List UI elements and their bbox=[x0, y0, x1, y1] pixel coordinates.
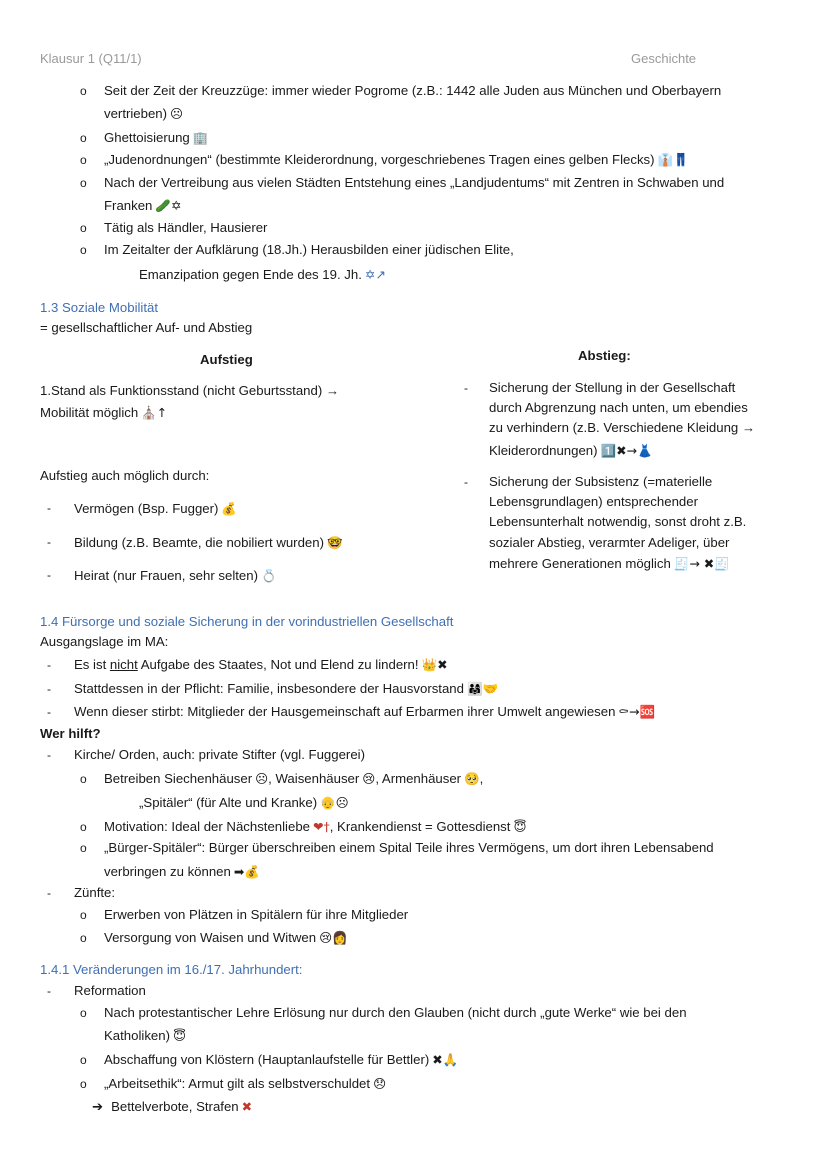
abstieg-item-line: Sicherung der Subsistenz (=materielle bbox=[489, 474, 713, 489]
bullet-dash: - bbox=[47, 682, 51, 696]
church-up-icon: ⛪↑ bbox=[141, 405, 168, 420]
abstieg-item-line: sozialer Abstieg, verarmter Adeliger, über bbox=[489, 535, 730, 550]
list-item: „Judenordnungen“ (bestimmte Kleiderordnung, vorgeschriebenes Tragen eines gelben Flecks) 👔👖 bbox=[104, 152, 689, 167]
abstieg-item-line: zu verhindern (z.B. Verschiedene Kleidung → bbox=[489, 420, 756, 435]
list-item: Es ist nicht Aufgabe des Staates, Not und Elend zu lindern! 👑✖ bbox=[74, 657, 448, 672]
definition: = gesellschaftlicher Auf- und Abstieg bbox=[40, 320, 253, 335]
list-item: Wenn dieser stirbt: Mitglieder der Hausgemeinschaft auf Erbarmen ihrer Umwelt angewiesen ⚰→🆘 bbox=[74, 704, 656, 719]
abstieg-item-line: Lebensgrundlagen) entsprechender bbox=[489, 494, 698, 509]
bullet-circle: o bbox=[80, 153, 87, 167]
list-item: Motivation: Ideal der Nächstenliebe ❤†, Krankendienst = Gottesdienst 😇 bbox=[104, 819, 527, 834]
list-item: Stattdessen in der Pflicht: Familie, insbesondere der Hausvorstand 👨‍👩‍👧🤝 bbox=[74, 681, 499, 696]
list-item: Ghettoisierung 🏢 bbox=[104, 130, 209, 145]
list-item-cont: vertrieben) ☹ bbox=[104, 106, 184, 121]
list-item-cont: Emanzipation gegen Ende des 19. Jh. ✡↗ bbox=[139, 267, 386, 282]
list-item-cont: „Spitäler“ (für Alte und Kranke) 👴☹ bbox=[139, 795, 349, 810]
list-item: Vermögen (Bsp. Fugger) 💰 bbox=[74, 501, 237, 516]
list-item-cont: verbringen zu können ➡💰 bbox=[104, 864, 260, 879]
bullet-circle: o bbox=[80, 131, 87, 145]
header-right: Geschichte bbox=[631, 51, 697, 66]
list-item: Kirche/ Orden, auch: private Stifter (vgl. Fuggerei) bbox=[74, 747, 365, 762]
heart-cross-icon: ❤† bbox=[313, 819, 330, 834]
bullet-circle: o bbox=[80, 1053, 87, 1067]
bullet-dash: - bbox=[47, 568, 51, 582]
bullet-dash: - bbox=[47, 501, 51, 515]
crying-face-icon: 😢 bbox=[362, 771, 376, 786]
angel-face-icon: 😇 bbox=[513, 819, 527, 834]
cucumber-star-icon: 🥒✡ bbox=[155, 198, 182, 213]
angel-face-icon: 😇 bbox=[172, 1028, 187, 1043]
abstieg-item-line: Kleiderordnungen) 1️⃣✖→👗 bbox=[489, 443, 653, 458]
list-item: Nach der Vertreibung aus vielen Städten Entstehung eines „Landjudentums“ mit Zentren in Schwaben und bbox=[104, 175, 725, 190]
list-item: „Bürger-Spitäler“: Bürger überschreiben einem Spital Teile ihres Vermögens, um dort ihren Lebensabend bbox=[104, 840, 714, 855]
column-heading-aufstieg: Aufstieg bbox=[200, 352, 253, 367]
nerd-face-icon: 🤓 bbox=[326, 535, 343, 550]
bullet-circle: o bbox=[80, 908, 87, 922]
bullet-dash: - bbox=[47, 886, 51, 900]
bullet-circle: o bbox=[80, 176, 87, 190]
header-left: Klausur 1 (Q11/1) bbox=[40, 51, 142, 66]
coffin-sos-icon: ⚰→🆘 bbox=[618, 704, 656, 719]
abstieg-item-line: Sicherung der Stellung in der Gesellschaft bbox=[489, 380, 736, 395]
bullet-circle: o bbox=[80, 820, 87, 834]
list-item: Heirat (nur Frauen, sehr selten) 💍 bbox=[74, 568, 277, 583]
old-man-sad-icon: 👴☹ bbox=[320, 795, 349, 810]
bullet-dash: - bbox=[47, 984, 51, 998]
aufstieg-also: Aufstieg auch möglich durch: bbox=[40, 468, 210, 483]
one-cross-dress-icon: 1️⃣✖→👗 bbox=[600, 443, 653, 458]
abstieg-item-line: Lebensunterhalt notwendig, sonst droht z.B. bbox=[489, 514, 747, 529]
bullet-circle: o bbox=[80, 841, 87, 855]
pleading-face-icon: 🥺 bbox=[464, 771, 480, 786]
building-icon: 🏢 bbox=[192, 130, 209, 145]
list-item: Abschaffung von Klöstern (Hauptanlaufstelle für Bettler) ✖🙏 bbox=[104, 1052, 459, 1067]
crown-cross-icon: 👑✖ bbox=[421, 657, 448, 672]
list-item: Seit der Zeit der Kreuzzüge: immer wieder Pogrome (z.B.: 1442 alle Juden aus München und Oberbayern bbox=[104, 83, 722, 98]
list-item: Bildung (z.B. Beamte, die nobiliert wurden) 🤓 bbox=[74, 535, 343, 550]
list-item: Im Zeitalter der Aufklärung (18.Jh.) Herausbilden einer jüdischen Elite, bbox=[104, 242, 514, 257]
bullet-dash: - bbox=[464, 381, 468, 395]
sad-face-icon: ☹ bbox=[255, 771, 269, 786]
bullet-circle: o bbox=[80, 1077, 87, 1091]
bullet-circle: o bbox=[80, 84, 87, 98]
star-arrow-icon: ✡↗ bbox=[364, 267, 386, 282]
bullet-circle: o bbox=[80, 931, 87, 945]
abstieg-item-line: durch Abgrenzung nach unten, um ebendies bbox=[489, 400, 748, 415]
list-item: Betreiben Siechenhäuser ☹, Waisenhäuser 😢, Armenhäuser 🥺, bbox=[104, 771, 484, 786]
column-heading-abstieg: Abstieg: bbox=[578, 348, 631, 363]
disappointed-face-icon: 😞 bbox=[373, 1076, 387, 1091]
cross-icon: ✖ bbox=[241, 1099, 253, 1114]
bullet-dash: - bbox=[47, 658, 51, 672]
section-heading-1-3: 1.3 Soziale Mobilität bbox=[40, 300, 159, 315]
family-handshake-icon: 👨‍👩‍👧🤝 bbox=[466, 681, 499, 696]
bullet-circle: o bbox=[80, 772, 87, 786]
cross-pray-icon: ✖🙏 bbox=[432, 1052, 459, 1067]
list-item: Reformation bbox=[74, 983, 146, 998]
arrow-right-icon: ➔ bbox=[92, 1100, 104, 1115]
sad-face-icon: ☹ bbox=[170, 106, 184, 121]
list-item-cont: Franken 🥒✡ bbox=[104, 198, 182, 213]
list-item: Tätig als Händler, Hausierer bbox=[104, 220, 268, 235]
aufstieg-text: 1.Stand als Funktionsstand (nicht Geburtsstand) → bbox=[40, 383, 340, 398]
list-item: Nach protestantischer Lehre Erlösung nur durch den Glauben (nicht durch „gute Werke“ wie bei den bbox=[104, 1005, 687, 1020]
abstieg-item-line: mehrere Generationen möglich 🧾→ ✖🧾 bbox=[489, 556, 730, 571]
clothing-icon: 👔👖 bbox=[657, 152, 689, 167]
wer-hilft: Wer hilft? bbox=[40, 726, 101, 741]
crying-woman-icon: 😢👩 bbox=[319, 930, 348, 945]
conclusion: ➔ Bettelverbote, Strafen ✖ bbox=[92, 1099, 253, 1115]
bullet-dash: - bbox=[464, 475, 468, 489]
bullet-circle: o bbox=[80, 221, 87, 235]
section-heading-1-4: 1.4 Fürsorge und soziale Sicherung in der vorindustriellen Gesellschaft bbox=[40, 614, 454, 629]
list-item: „Arbeitsethik“: Armut gilt als selbstverschuldet 😞 bbox=[104, 1076, 387, 1091]
ring-icon: 💍 bbox=[260, 568, 277, 583]
bullet-circle: o bbox=[80, 1006, 87, 1020]
list-item: Versorgung von Waisen und Witwen 😢👩 bbox=[104, 930, 348, 945]
bullet-dash: - bbox=[47, 535, 51, 549]
scroll-cross-icon: 🧾→ ✖🧾 bbox=[673, 556, 730, 571]
list-item-cont: Katholiken) 😇 bbox=[104, 1028, 187, 1043]
list-item: Erwerben von Plätzen in Spitälern für ihre Mitglieder bbox=[104, 907, 409, 922]
money-bag-icon: 💰 bbox=[221, 501, 237, 516]
arrow-money-icon: ➡💰 bbox=[233, 864, 260, 879]
list-item: Zünfte: bbox=[74, 885, 116, 900]
section-heading-1-4-1: 1.4.1 Veränderungen im 16./17. Jahrhundert: bbox=[40, 962, 303, 977]
ausgangslage: Ausgangslage im MA: bbox=[40, 634, 169, 649]
aufstieg-text-cont: Mobilität möglich ⛪↑ bbox=[40, 405, 168, 420]
bullet-circle: o bbox=[80, 243, 87, 257]
bullet-dash: - bbox=[47, 748, 51, 762]
bullet-dash: - bbox=[47, 705, 51, 719]
